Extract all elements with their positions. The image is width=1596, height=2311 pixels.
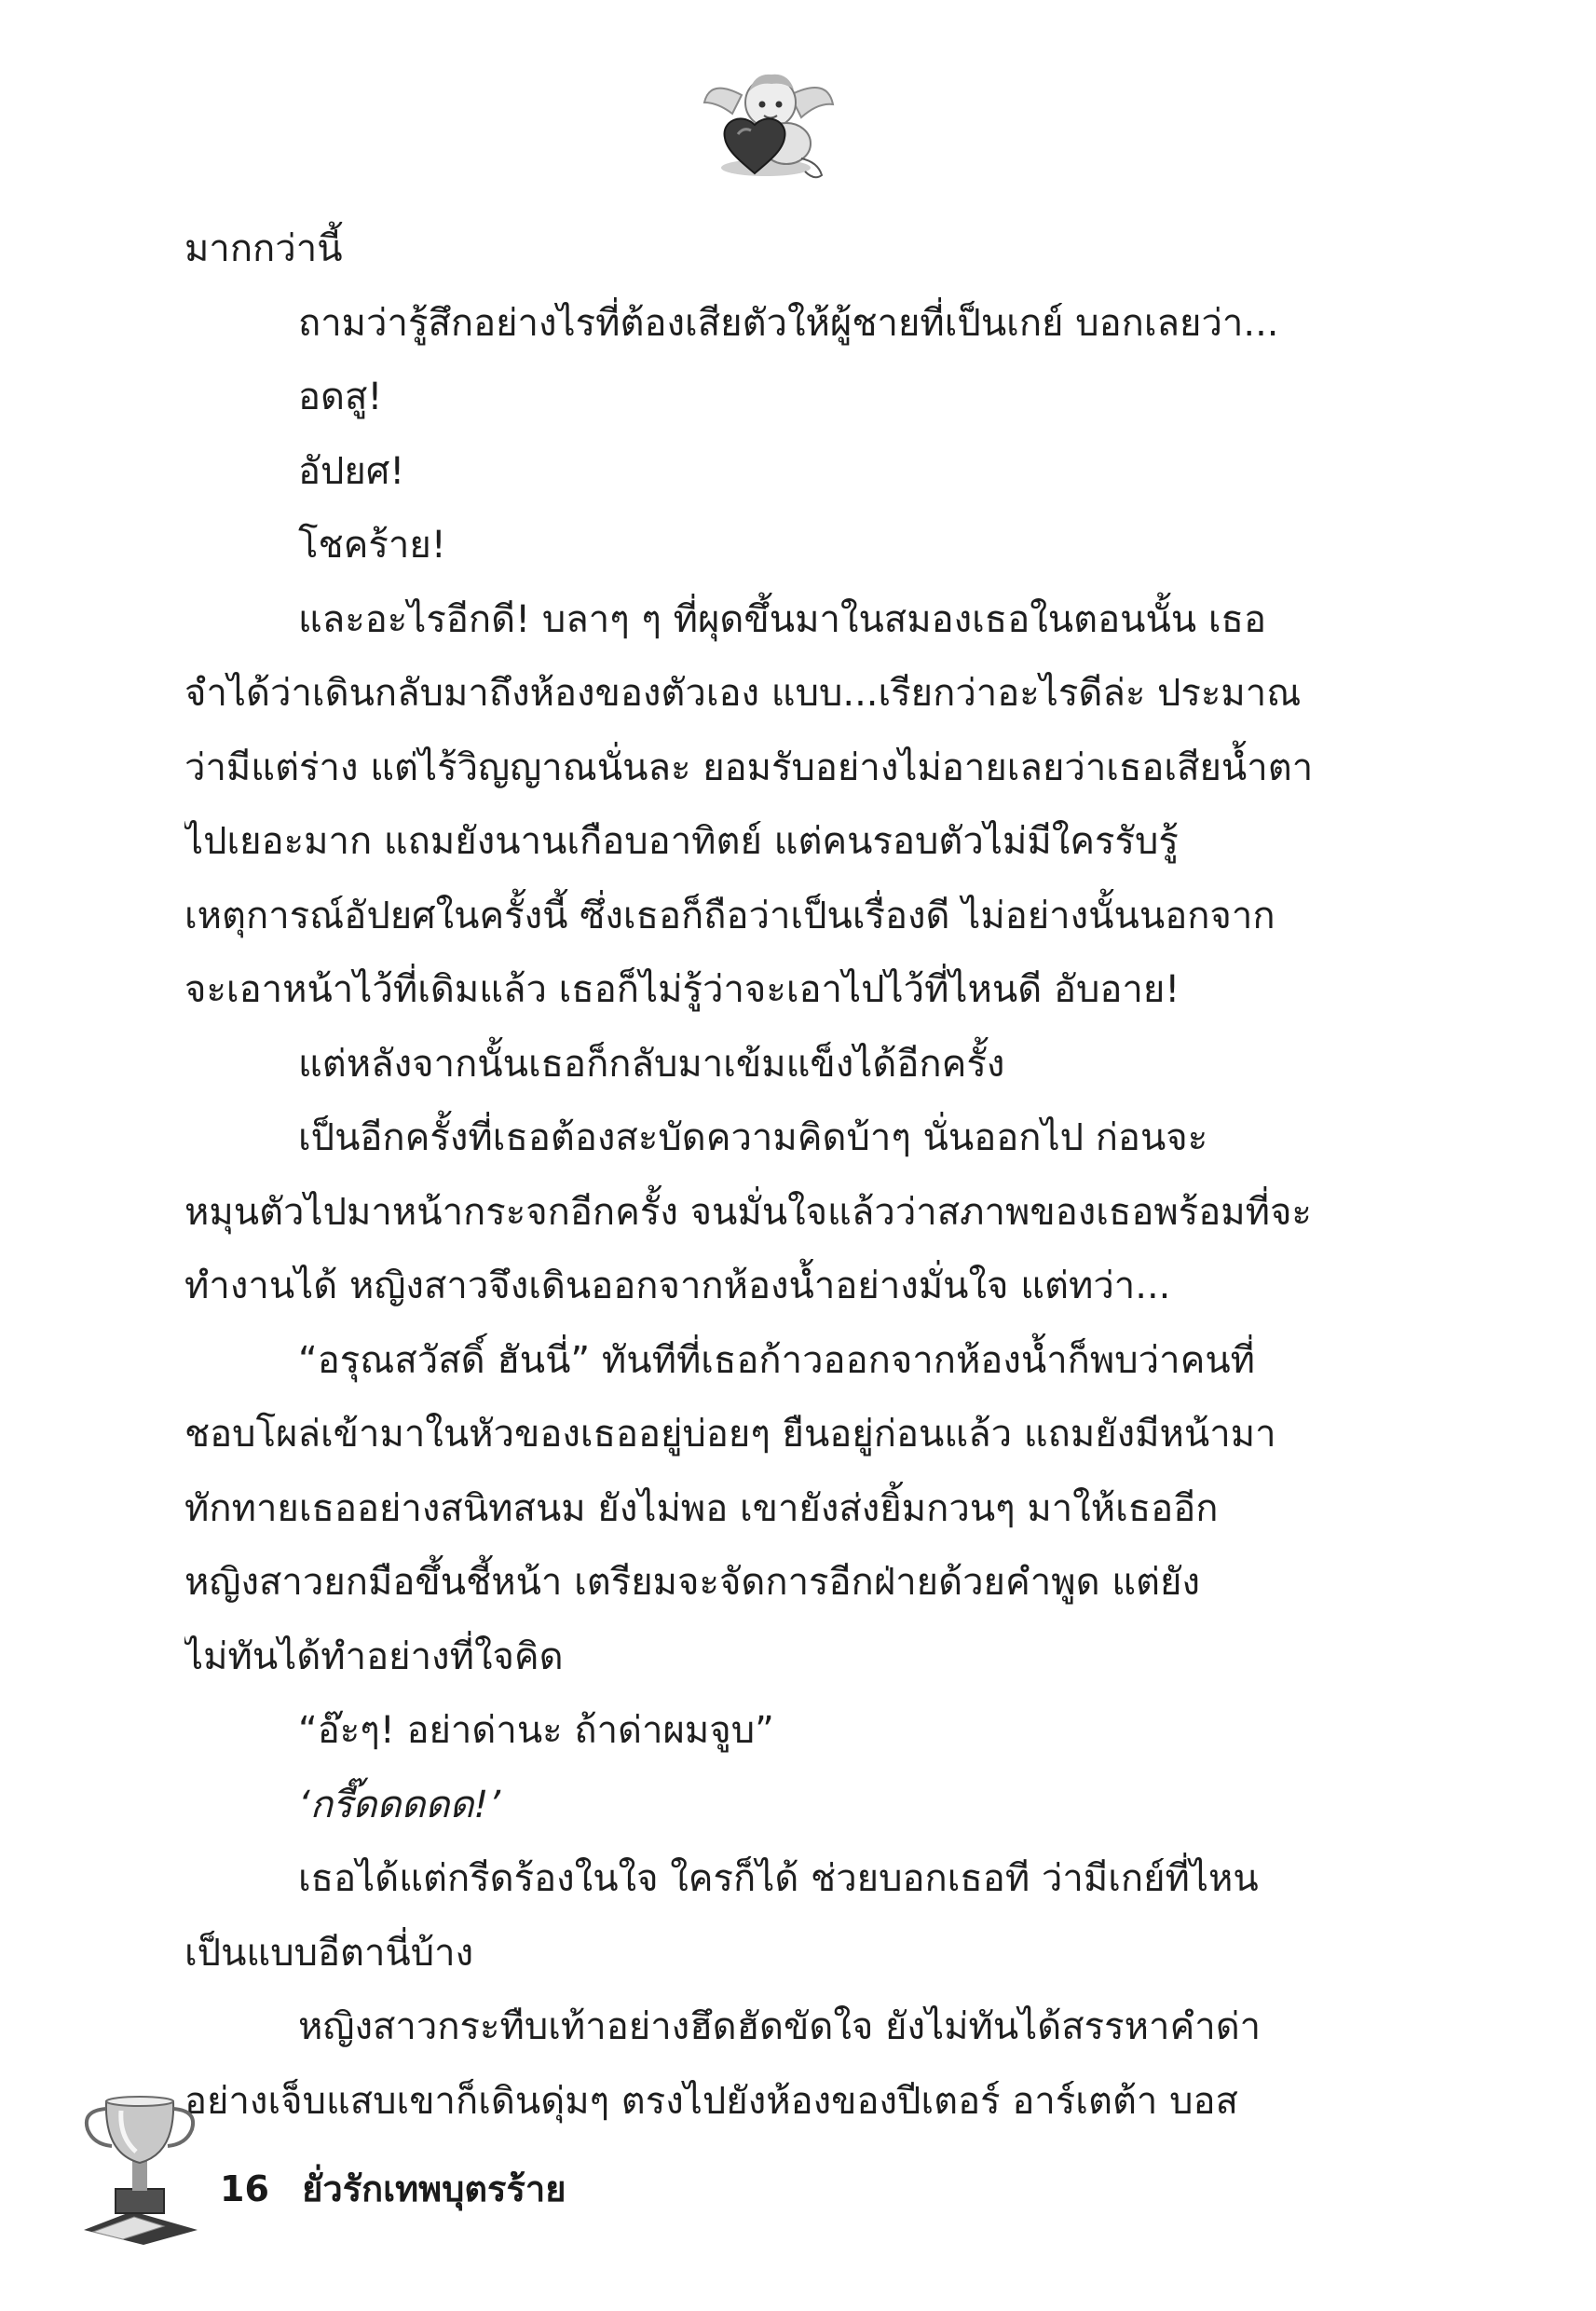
cupid-heart-icon — [701, 58, 840, 198]
text-line: เธอได้แต่กรีดร้องในใจ ใครก็ได้ ช่วยบอกเธอที ว่ามีเกย์ที่ไหน — [298, 1857, 1259, 1900]
body-text — [184, 212, 1323, 2139]
text-line: หมุนตัวไปมาหน้ากระจกอีกครั้ง จนมั่นใจแล้วว่าสภาพของเธอพร้อมที่จะ — [184, 1190, 1312, 1234]
page-number: 16 — [220, 2168, 269, 2209]
text-line: ไม่ทันได้ทำอย่างที่ใจคิด — [184, 1634, 564, 1678]
page-footer — [220, 2160, 566, 2217]
text-line: “อ๊ะๆ! อย่าด่านะ ถ้าด่าผมจูบ” — [298, 1709, 774, 1752]
book-title: ยั่วรักเทพบุตรร้าย — [302, 2168, 566, 2209]
text-line: เป็นแบบอีตานี่บ้าง — [184, 1931, 474, 1975]
trophy-icon — [78, 2092, 199, 2246]
text-line: อย่างเจ็บแสบเขาก็เดินดุ่มๆ ตรงไปยังห้องของปีเตอร์ อาร์เตต้า บอส — [184, 2079, 1238, 2123]
text-line: ทักทายเธออย่างสนิทสนม ยังไม่พอ เขายังส่งยิ้มกวนๆ มาให้เธออีก — [184, 1486, 1219, 1530]
text-line: จะเอาหน้าไว้ที่เดิมแล้ว เธอก็ไม่รู้ว่าจะเอาไปไว้ที่ไหนดี อับอาย! — [184, 968, 1180, 1011]
text-line: ชอบโผล่เข้ามาในหัวของเธออยู่บ่อยๆ ยืนอยู่ก่อนแล้ว แถมยังมีหน้ามา — [184, 1413, 1276, 1456]
text-line: แต่หลังจากนั้นเธอก็กลับมาเข้มแข็งได้อีกครั้ง — [298, 1042, 1005, 1086]
text-line: ไปเยอะมาก แถมยังนานเกือบอาทิตย์ แต่คนรอบตัวไม่มีใครรับรู้ — [184, 820, 1179, 863]
text-line: มากกว่านี้ — [184, 227, 343, 270]
text-line: ถามว่ารู้สึกอย่างไรที่ต้องเสียตัวให้ผู้ชายที่เป็นเกย์ บอกเลยว่า... — [298, 301, 1279, 345]
text-line: จำได้ว่าเดินกลับมาถึงห้องของตัวเอง แบบ...เรียกว่าอะไรดีล่ะ ประมาณ — [184, 672, 1302, 715]
text-line: อัปยศ! — [298, 449, 405, 493]
text-line: โชคร้าย! — [298, 524, 446, 567]
text-line: ทำงานได้ หญิงสาวจึงเดินออกจากห้องน้ำอย่างมั่นใจ แต่ทว่า... — [184, 1265, 1171, 1307]
text-line: ว่ามีแต่ร่าง แต่ไร้วิญญาณนั่นละ ยอมรับอย่างไม่อายเลยว่าเธอเสียน้ำตา — [184, 745, 1314, 789]
text-line: หญิงสาวกระทืบเท้าอย่างฮึดฮัดขัดใจ ยังไม่ทันได้สรรหาคำด่า — [298, 2005, 1262, 2048]
text-line: “อรุณสวัสดิ์ ฮันนี่” ทันทีที่เธอก้าวออกจากห้องน้ำก็พบว่าคนที่ — [298, 1338, 1256, 1382]
text-line: อดสู! — [298, 376, 383, 418]
text-line: เป็นอีกครั้งที่เธอต้องสะบัดความคิดบ้าๆ นั่นออกไป ก่อนจะ — [298, 1116, 1208, 1159]
text-line: ‘กรี๊ดดดดด!’ — [298, 1783, 501, 1826]
text-line: หญิงสาวยกมือขึ้นชี้หน้า เตรียมจะจัดการอีกฝ่ายด้วยคำพูด แต่ยัง — [184, 1561, 1200, 1604]
text-line: เหตุการณ์อัปยศในครั้งนี้ ซึ่งเธอก็ถือว่าเป็นเรื่องดี ไม่อย่างนั้นนอกจาก — [184, 894, 1275, 937]
text-line: และอะไรอีกดี! บลาๆ ๆ ที่ผุดขึ้นมาในสมองเธอในตอนนั้น เธอ — [298, 597, 1266, 641]
